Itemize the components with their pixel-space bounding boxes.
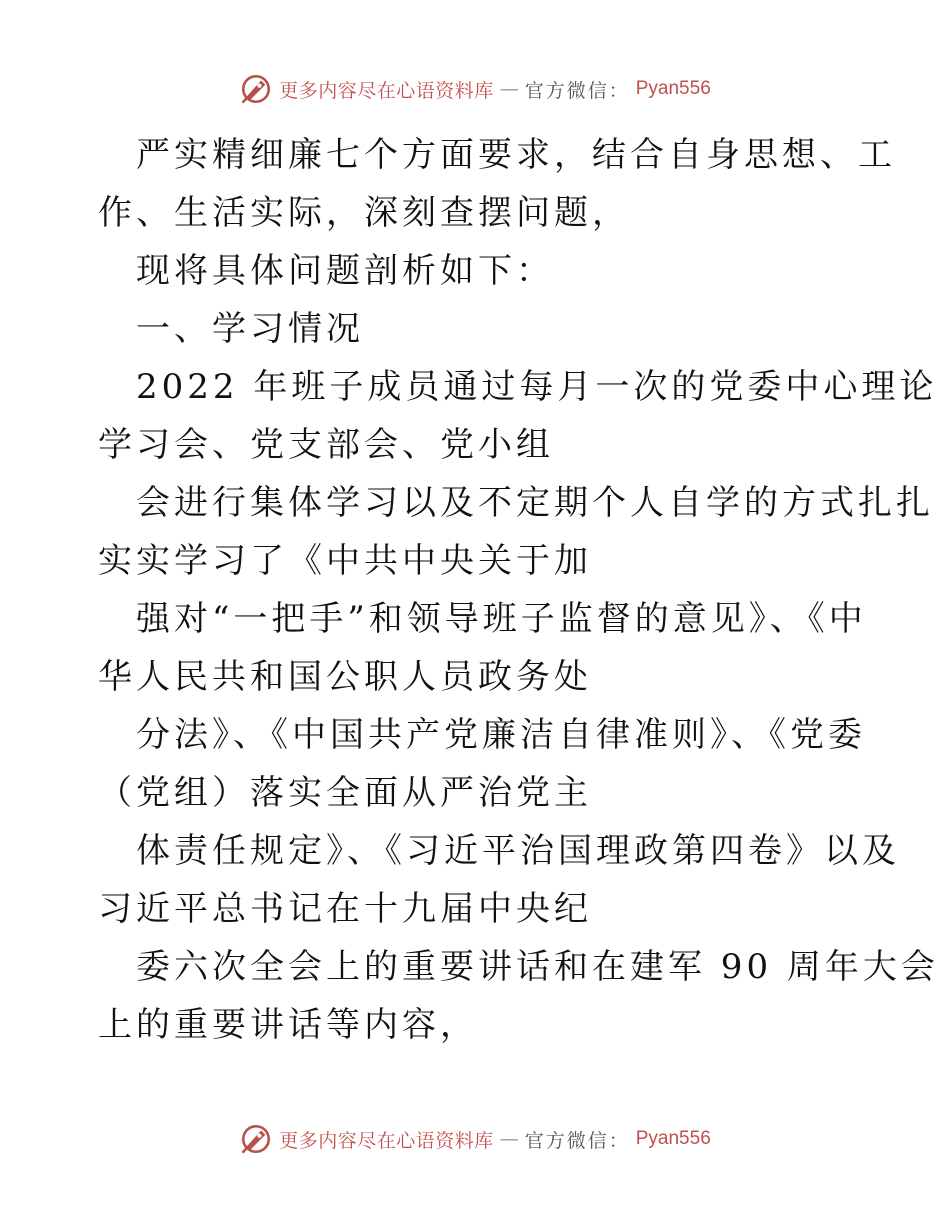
- watermark-brand-text: 更多内容尽在心语资料库: [279, 79, 494, 102]
- pen-nib-logo-icon: [239, 1122, 273, 1156]
- watermark-wechat-id: Pyan556: [635, 1128, 711, 1149]
- text-line: 强对“一把手”和领导班子监督的意见》、《中: [136, 599, 867, 639]
- text-line: 2022 年班子成员通过每月一次的党委中心理论: [136, 367, 938, 407]
- pen-nib-logo-icon: [239, 72, 273, 106]
- watermark-label: 官方微信：: [524, 79, 630, 102]
- section-heading: 一、学习情况: [136, 309, 364, 349]
- text-line: 分法》、《中国共产党廉洁自律准则》、《党委: [136, 715, 866, 755]
- watermark-wechat-id: Pyan556: [635, 78, 711, 99]
- watermark-brand-text: 更多内容尽在心语资料库: [279, 1129, 494, 1152]
- text-line: 体责任规定》、《习近平治国理政第四卷》以及: [136, 831, 900, 871]
- watermark-label: 官方微信：: [524, 1129, 630, 1152]
- footer-watermark: [0, 1122, 950, 1156]
- text-line: 上的重要讲话等内容，: [98, 1005, 478, 1045]
- text-line: 实实学习了《中共中央关于加: [98, 541, 592, 581]
- header-watermark: [0, 72, 950, 106]
- text-line: 会进行集体学习以及不定期个人自学的方式扎扎: [136, 483, 934, 523]
- text-line: 现将具体问题剖析如下：: [136, 251, 554, 291]
- text-line: 华人民共和国公职人员政务处: [98, 657, 592, 697]
- document-body: [98, 126, 939, 1054]
- text-line: 作、生活实际，深刻查摆问题，: [98, 193, 630, 233]
- watermark-separator: —: [499, 1128, 519, 1150]
- watermark-separator: —: [499, 78, 519, 100]
- text-line: 习近平总书记在十九届中央纪: [98, 889, 592, 929]
- text-line: （党组）落实全面从严治党主: [98, 773, 592, 813]
- text-line: 学习会、党支部会、党小组: [98, 425, 554, 465]
- text-line: 严实精细廉七个方面要求，结合自身思想、工: [136, 135, 896, 175]
- text-line: 委六次全会上的重要讲话和在建军 90 周年大会: [136, 947, 939, 987]
